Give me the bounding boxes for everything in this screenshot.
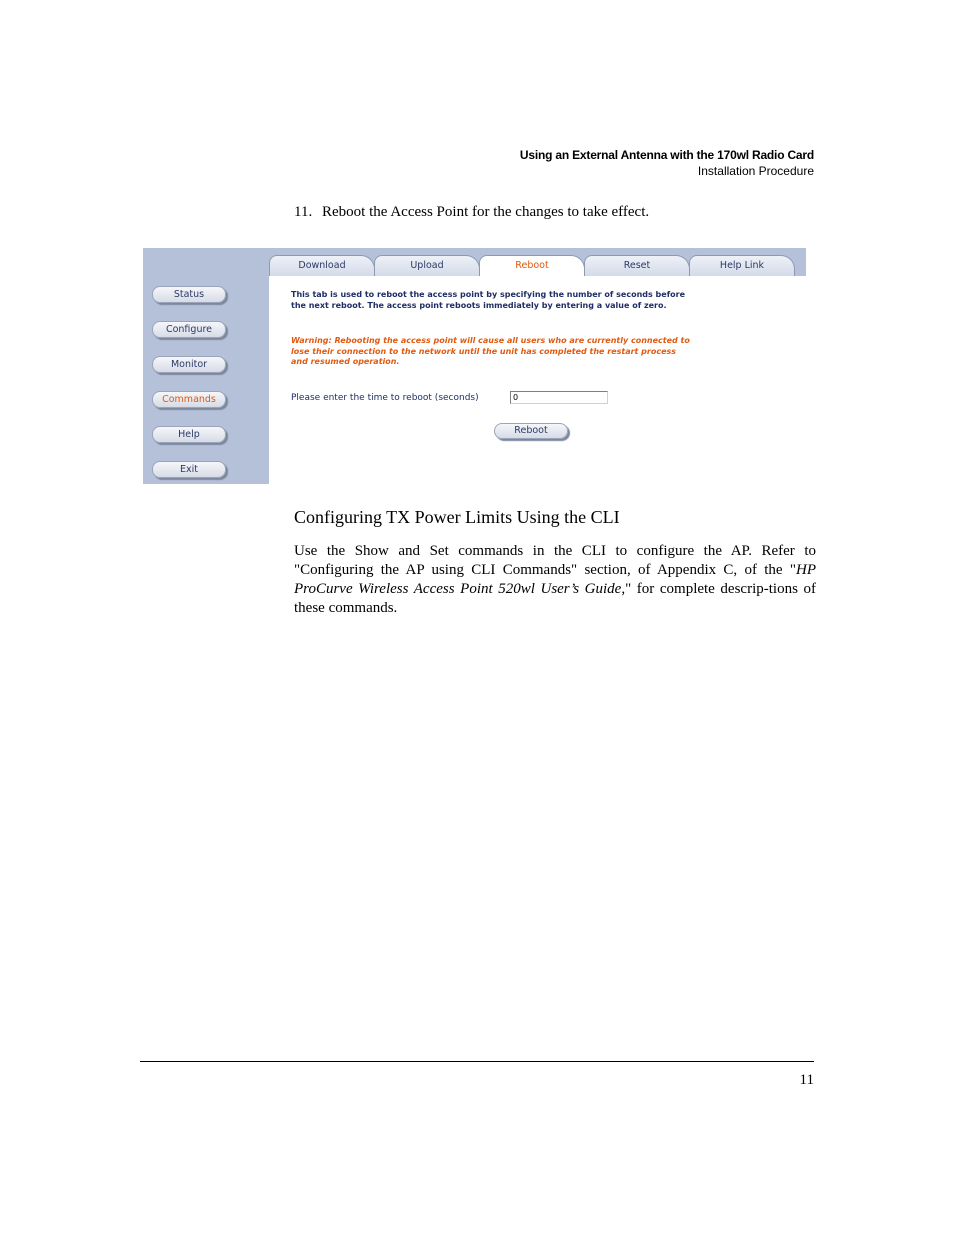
nav-status-button[interactable]: Status [152, 286, 226, 303]
tab-reset[interactable]: Reset [584, 255, 690, 277]
running-header-subtitle: Installation Procedure [697, 164, 814, 178]
reboot-panel [269, 276, 806, 484]
reboot-time-label: Please enter the time to reboot (seconds) [291, 393, 479, 403]
section-paragraph [294, 542, 816, 618]
warning-text: Warning: Rebooting the access point will cause all users who are currently connected to lose their connection to the network until the unit has completed the restart process and resumed operation. [291, 336, 690, 366]
footer-rule [140, 1061, 814, 1062]
para-text-2: ," for complete descrip-tions of these commands. [294, 581, 816, 616]
reboot-seconds-input[interactable] [510, 391, 608, 404]
reboot-screenshot [143, 248, 806, 484]
section-title: Configuring TX Power Limits Using the CLI [294, 507, 620, 527]
guide-title: HP ProCurve Wireless Access Point 520wl User’s Guide [294, 562, 816, 597]
nav-configure-button[interactable]: Configure [152, 321, 226, 338]
tab-download[interactable]: Download [269, 255, 375, 277]
nav-exit-button[interactable]: Exit [152, 461, 226, 478]
info-text: This tab is used to reboot the access point by specifying the number of seconds before the next reboot. The access point reboots immediately by entering a value of zero. [291, 290, 686, 310]
reboot-button[interactable]: Reboot [494, 423, 568, 439]
running-header-title: Using an External Antenna with the 170wl Radio Card [519, 148, 814, 162]
step-number: 11. [294, 204, 313, 220]
nav-commands-button[interactable]: Commands [152, 391, 226, 408]
page-number: 11 [799, 1072, 814, 1088]
nav-help-button[interactable]: Help [152, 426, 226, 443]
sidebar [143, 248, 269, 484]
tab-upload[interactable]: Upload [374, 255, 480, 277]
nav-monitor-button[interactable]: Monitor [152, 356, 226, 373]
para-text-1: Use the Show and Set commands in the CLI to configure the AP. Refer to "Configuring the AP using CLI Commands" section, of Appendix C, of the " [294, 543, 816, 578]
step-11 [294, 204, 649, 221]
step-text: Reboot the Access Point for the changes to take effect. [322, 204, 650, 220]
tab-reboot[interactable]: Reboot [479, 255, 585, 278]
tab-bar [269, 248, 806, 276]
tab-help-link[interactable]: Help Link [689, 255, 795, 277]
